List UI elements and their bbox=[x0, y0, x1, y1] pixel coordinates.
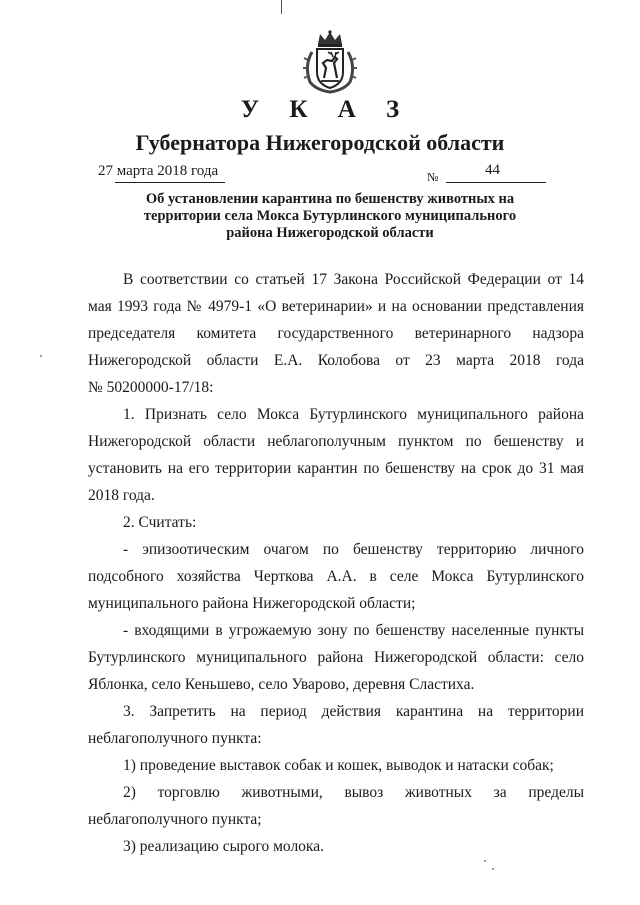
text-line: 2. Считать: bbox=[123, 514, 197, 531]
item-2-focus-paragraph bbox=[88, 536, 584, 617]
text-line: подсобного хозяйства Черткова А.А. в селе Мокса Бутурлинского bbox=[88, 568, 584, 585]
text-line: мая 1993 года № 4979-1 «О ветеринарии» и на основании представления bbox=[88, 298, 584, 315]
number-sign: № bbox=[427, 170, 439, 184]
text-line: 1) проведение выставок собак и кошек, выводок и натаски собак; bbox=[123, 757, 554, 774]
scan-speck bbox=[492, 868, 494, 870]
text-line: Нижегородской области неблагополучным пунктом по бешенству и bbox=[88, 433, 584, 450]
decree-heading bbox=[120, 191, 540, 242]
text-line: Нижегородской области Е.А. Колобова от 23 марта 2018 года bbox=[88, 352, 584, 369]
date-underline bbox=[115, 182, 225, 183]
text-line: № 50200000-17/18: bbox=[88, 379, 214, 396]
heading-line: района Нижегородской области bbox=[226, 225, 434, 241]
item-3-3-paragraph bbox=[88, 833, 584, 860]
heading-line: территории села Мокса Бутурлинского муниципального bbox=[143, 208, 517, 224]
text-line: 2018 года. bbox=[88, 487, 155, 504]
scan-mark bbox=[281, 0, 282, 14]
text-line: В соответствии со статьей 17 Закона Российской Федерации от 14 bbox=[123, 271, 584, 288]
scan-speck bbox=[484, 860, 486, 862]
text-line: установить на его территории карантин по бешенству на срок до 31 мая bbox=[88, 460, 584, 477]
document-type-title: У К А З bbox=[240, 96, 412, 123]
item-3-paragraph bbox=[88, 698, 584, 752]
text-line: 2) торговлю животными, вывоз животных за пределы bbox=[123, 784, 584, 801]
text-line: муниципального района Нижегородской области; bbox=[88, 595, 416, 612]
decree-number: 44 bbox=[485, 162, 500, 178]
item-2-paragraph bbox=[88, 509, 584, 536]
text-line: 3. Запретить на период действия карантина на территории bbox=[123, 703, 584, 720]
text-line: председателя комитета государственного ветеринарного надзора bbox=[88, 325, 584, 342]
decree-date: 27 марта 2018 года bbox=[98, 163, 219, 179]
preamble-paragraph bbox=[88, 266, 584, 401]
coat-of-arms-emblem bbox=[302, 30, 358, 94]
item-2-threat-zone-paragraph bbox=[88, 617, 584, 698]
issuer-subtitle: Губернатора Нижегородской области bbox=[135, 130, 505, 155]
item-3-2-paragraph bbox=[88, 779, 584, 833]
text-line: - эпизоотическим очагом по бешенству территорию личного bbox=[123, 541, 584, 558]
item-3-1-paragraph bbox=[88, 752, 584, 779]
text-line: 1. Признать село Мокса Бутурлинского муниципального района bbox=[123, 406, 584, 423]
text-line: Яблонка, село Кеньшево, село Уварово, деревня Сластиха. bbox=[88, 676, 475, 693]
text-line: неблагополучного пункта: bbox=[88, 730, 262, 747]
text-line: 3) реализацию сырого молока. bbox=[123, 838, 324, 855]
scan-speck bbox=[40, 355, 42, 357]
text-line: - входящими в угрожаемую зону по бешенству населенные пункты bbox=[123, 622, 584, 639]
decree-body bbox=[88, 266, 584, 860]
number-underline bbox=[446, 182, 546, 183]
text-line: Бутурлинского муниципального района Нижегородской области: село bbox=[88, 649, 584, 666]
heading-line: Об установлении карантина по бешенству животных на bbox=[145, 191, 515, 207]
item-1-paragraph bbox=[88, 401, 584, 509]
text-line: неблагополучного пункта; bbox=[88, 811, 262, 828]
